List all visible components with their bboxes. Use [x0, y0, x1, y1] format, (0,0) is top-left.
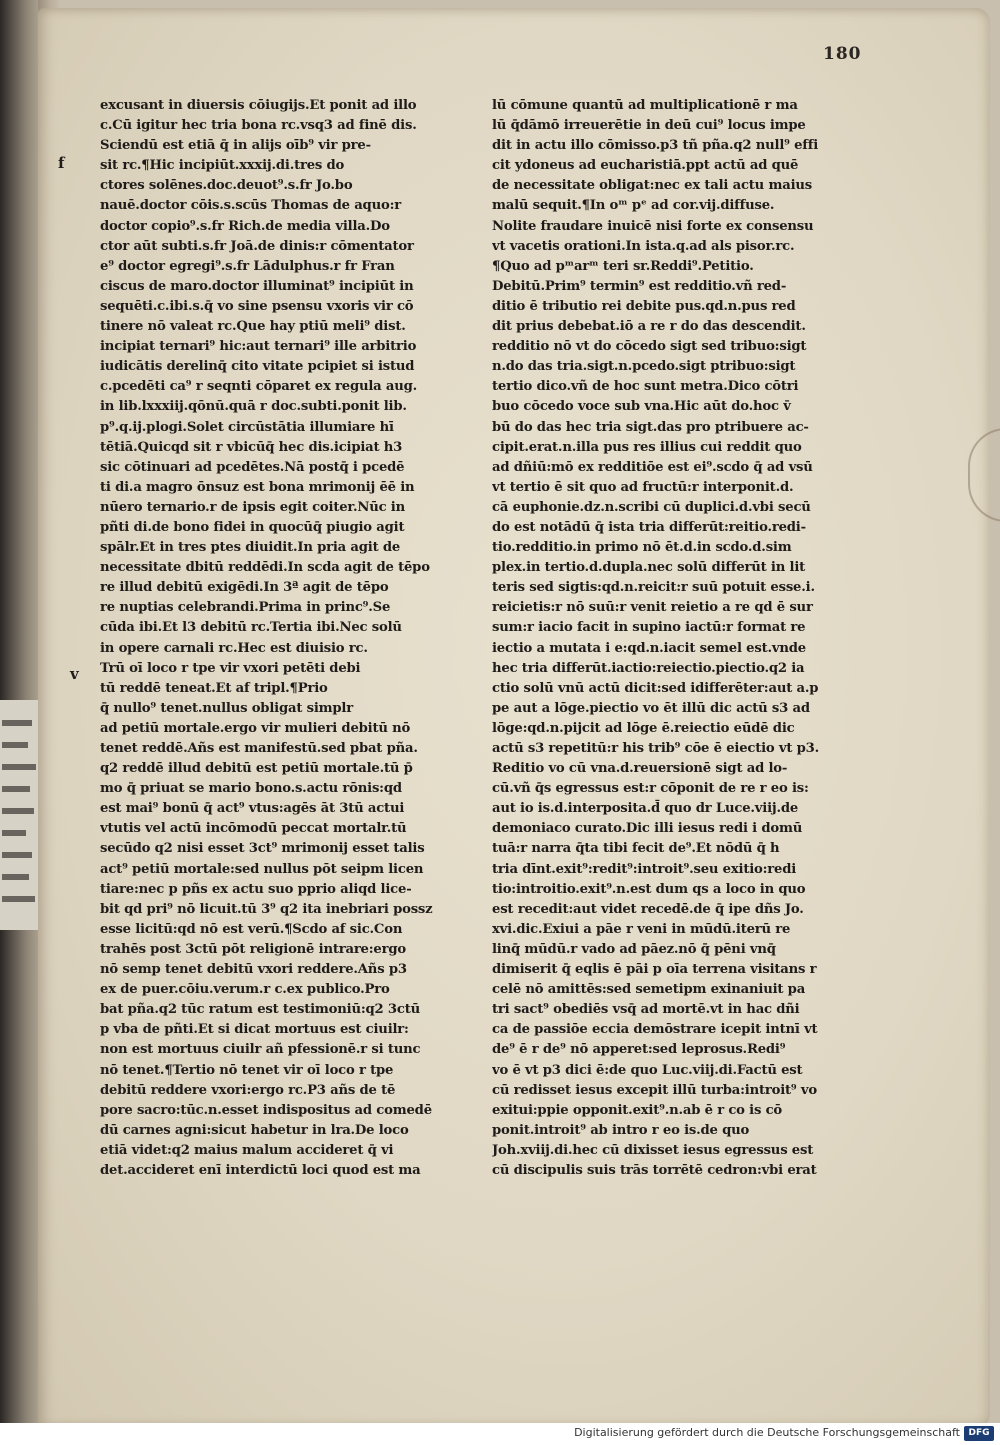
text-line: bit qd pri⁹ nō licuit.tū 3⁹ q2 ita inebriari possz [100, 901, 433, 917]
text-line: ex de puer.cōiu.verum.r c.ex publico.Pro [100, 982, 390, 998]
text-line: nauē.doctor cōis.s.scūs Thomas de aquo:r [100, 198, 401, 214]
text-line: ctores solēnes.doc.deuot⁹.s.fr Jo.bo [100, 178, 353, 194]
text-line: Joh.xviij.di.hec cū dixisset iesus egressus est [492, 1142, 814, 1158]
text-line: buo cōcedo voce sub vna.Hic aūt do.hoc v̄ [492, 399, 791, 415]
text-line: in lib.lxxxiij.qōnū.quā r doc.subti.ponit lib. [100, 399, 407, 415]
text-line: vt vacetis orationi.In ista.q.ad als pisor.rc. [492, 238, 795, 254]
text-line: plex.in tertio.d.dupla.nec solū differūt in lit [492, 560, 806, 576]
text-line: tri sact⁹ obediēs vsq̄ ad mortē.vt in hac dñi [492, 1002, 800, 1018]
text-line: secūdo q2 nisi esset 3ct⁹ mrimonij esset talis [100, 841, 425, 857]
text-line: excusant in diuersis cōiugijs.Et ponit ad illo [100, 98, 417, 113]
margin-mark: v [70, 665, 79, 683]
text-line: Sciendū est etiā q̄ in alijs oīb⁹ vir pre- [100, 138, 371, 154]
text-line: tuā:r narra q̄ta tibi fecit de⁹.Et nōdū q̄ h [492, 841, 780, 857]
text-line: dū carnes agni:sicut habetur in lra.De loco [100, 1122, 409, 1138]
text-column-left [100, 96, 480, 1181]
text-line: cā euphonie.dz.n.scribi cū duplici.d.vbi secū [492, 499, 811, 515]
dfg-logo: DFG [964, 1426, 994, 1441]
text-line: spālr.Et in tres ptes diuidit.In pria agit de [100, 540, 401, 556]
text-line: e⁹ doctor egregi⁹.s.fr Lādulphus.r fr Fran [100, 258, 395, 274]
text-line: tiare:nec p pñs ex actu suo pprio aliqd lice- [100, 881, 412, 897]
text-line: exitui:ppie opponit.exit⁹.n.ab ē r co is cō [492, 1102, 783, 1118]
text-line: actū s3 repetitū:r his trib⁹ cōe ē eiectio vt p3. [492, 741, 820, 756]
text-line: doctor copio⁹.s.fr Rich.de media villa.Do [100, 218, 390, 234]
text-line: non est mortuus ciuilr añ pfessionē.r si tunc [100, 1042, 421, 1058]
text-line: aut io is.d.interposita.d̄ quo dr Luce.viij.de [492, 801, 799, 817]
text-line: bat pña.q2 tūc ratum est testimoniū:q2 3ctū [100, 1002, 420, 1018]
text-line: necessitate dbitū reddēdi.In scda agit de tēpo [100, 560, 430, 576]
text-line: ponit.introit⁹ ab intro r eo is.de quo [492, 1122, 750, 1138]
text-line: ti di.a magro ōnsuz est bona mrimonij ēē in [100, 479, 415, 495]
text-column-right [492, 96, 884, 1181]
text-line: cit ydoneus ad eucharistiā.ppt actū ad quē [492, 158, 799, 174]
text-line: nūero ternario.r de ipsis egit coiter.Nūc in [100, 499, 406, 515]
book-page [38, 8, 990, 1428]
text-line: ciscus de maro.doctor illuminat⁹ incipiūt in [100, 278, 414, 294]
text-line: in opere carnali rc.Hec est diuisio rc. [100, 640, 368, 656]
text-line: n.do das tria.sigt.n.pcedo.sigt ptribuo:sigt [492, 359, 796, 375]
text-line: cipit.erat.n.illa pus res illius cui reddit quo [492, 439, 802, 455]
text-line: tū reddē teneat.Et af tripl.¶Prio [100, 680, 328, 696]
text-line: bū do das hec tria sigt.das pro ptribuere ac- [492, 419, 809, 435]
text-line: ctio solū vnū actū dicit:sed idifferēter:aut a.p [492, 680, 819, 696]
text-line: esse licitū:qd nō est verū.¶Scdo af sic.Con [100, 921, 403, 937]
text-line: lōge:qd.n.pijcit ad lōge ē.reiectio eūdē dic [492, 720, 795, 736]
text-line: det.accideret enī interdictū loci quod est ma [100, 1162, 421, 1178]
text-line: incipiat ternari⁹ hic:aut ternari⁹ ille arbitrio [100, 339, 417, 355]
text-line: vtutis vel actū incōmodū peccat mortalr.tū [100, 821, 407, 837]
text-line: redditio nō vt do cōcedo sigt sed tribuo:sigt [492, 339, 807, 355]
text-line: sic cōtinuari ad pcedētes.Nā postq̄ i pcedē [100, 459, 405, 475]
text-line: do est notādū q̄ ista tria differūt:reitio.redi- [492, 519, 806, 535]
text-line: ditio ē tributio rei debite pus.qd.n.pus red [492, 298, 796, 314]
text-line: ad dñiū:mō ex redditiōe est ei⁹.scdo q̄ ad vsū [492, 459, 813, 475]
text-line: celē nō amittēs:sed semetipm exinaniuit pa [492, 982, 806, 998]
text-line: est mai⁹ bonū q̄ act⁹ vtus:agēs āt 3tū actui [100, 801, 405, 817]
text-line: debitū reddere vxori:ergo rc.P3 añs de tē [100, 1082, 396, 1098]
text-line: tio:introitio.exit⁹.n.est dum qs a loco in quo [492, 881, 806, 897]
text-line: de⁹ ē r de⁹ nō apperet:sed leprosus.Redi⁹ [492, 1042, 786, 1058]
text-line: est recedit:aut videt recedē.de q̄ ipe dñs Jo. [492, 901, 804, 917]
text-line: nō tenet.¶Tertio nō tenet vir oī loco r tpe [100, 1062, 394, 1078]
text-line: malū sequit.¶In oᵐ pᵉ ad cor.vij.diffuse. [492, 198, 775, 214]
text-line: dimiserit q̄ eqlis ē pāi p oīa terrena visitans r [492, 962, 817, 978]
funding-credit: Digitalisierung gefördert durch die Deutsche Forschungsgemeinschaft [574, 1426, 960, 1439]
text-line: Debitū.Prim⁹ termin⁹ est redditio.vñ red- [492, 278, 787, 294]
text-line: q̄ nullo⁹ tenet.nullus obligat simplr [100, 700, 353, 716]
text-line: Reditio vo cū vna.d.reuersionē sigt ad lo- [492, 761, 788, 777]
text-line: ad petiū mortale.ergo vir mulieri debitū nō [100, 720, 411, 736]
text-line: tinere nō valeat rc.Que hay ptiū meli⁹ dist. [100, 319, 406, 335]
text-line: tertio dico.vñ de hoc sunt metra.Dico cōtri [492, 379, 799, 395]
text-line: tenet reddē.Añs est manifestū.sed pbat pña. [100, 741, 418, 756]
page-number: 180 [823, 44, 862, 64]
text-line: nō semp tenet debitū vxori reddere.Añs p3 [100, 962, 407, 978]
text-line: tria dīnt.exit⁹:redit⁹:introit⁹.seu exitio:redi [492, 861, 797, 877]
text-line: pñti di.de bono fidei in quocūq̄ piugio agit [100, 519, 405, 535]
text-line: linq̄ mūdū.r vado ad pāez.nō q̄ pēni vnq̄ [492, 941, 776, 957]
text-line: sum:r iacio facit in supino iactū:r format re [492, 620, 806, 636]
text-line: Nolite fraudare inuicē nisi forte ex consensu [492, 218, 814, 234]
text-line: sit rc.¶Hic incipiūt.xxxij.di.tres do [100, 158, 345, 174]
text-line: cū redisset iesus excepit illū turba:introit⁹ vo [492, 1082, 817, 1098]
text-line: Trū oī loco r tpe vir vxori petēti debi [100, 660, 361, 676]
text-line: demoniaco curato.Dic illi iesus redi i domū [492, 821, 803, 837]
text-line: mo q̄ priuat se mario bono.s.actu rōnis:qd [100, 781, 402, 797]
text-line: iudicātis derelinq̄ cito vitate pcipiet si istud [100, 359, 415, 375]
text-line: pore sacro:tūc.n.esset indispositus ad comedē [100, 1102, 432, 1118]
text-line: q2 reddē illud debitū est petiū mortale.tū p̄ [100, 761, 413, 777]
text-line: ctor aūt subti.s.fr Joā.de dinis:r cōmentator [100, 238, 414, 254]
book-clasp-mark [968, 428, 1000, 522]
text-line: cūda ibi.Et l3 debitū rc.Tertia ibi.Nec solū [100, 620, 402, 636]
text-line: re nuptias celebrandi.Prima in princ⁹.Se [100, 600, 391, 616]
text-line: cū discipulis suis trās torrētē cedron:vbi erat [492, 1162, 817, 1178]
text-line: de necessitate obligat:nec ex tali actu maius [492, 178, 812, 194]
text-line: lū cōmune quantū ad multiplicationē r ma [492, 98, 798, 113]
text-line: iectio a mutata i e:qd.n.iacit semel est.vnde [492, 640, 806, 656]
text-line: p⁹.q.ij.plogi.Solet circūstātia illumiare hī [100, 419, 394, 435]
text-line: pe aut a lōge.piectio vo ēt illū dic actū s3 ad [492, 700, 810, 716]
text-line: dit prius debebat.iō a re r do das descendit. [492, 319, 806, 335]
text-line: dit in actu illo cōmisso.p3 tñ pña.q2 null⁹ effi [492, 138, 819, 154]
text-line: sequēti.c.ibi.s.q̄ vo sine psensu vxoris vir cō [100, 298, 414, 314]
text-line: lū q̄dāmō irreuerētie in deū cui⁹ locus impe [492, 118, 806, 134]
text-line: act⁹ petiū mortale:sed nullus pōt seipm licen [100, 861, 424, 877]
text-line: c.pcedēti ca⁹ r seqnti cōparet ex regula aug. [100, 379, 418, 395]
footer-bar [0, 1423, 1000, 1445]
text-line: tio.redditio.in primo nō ēt.d.in scdo.d.sim [492, 540, 792, 556]
text-line: trahēs post 3ctū pōt religionē intrare:ergo [100, 941, 406, 957]
text-line: hec tria differūt.iactio:reiectio.piectio.q2 ia [492, 660, 805, 676]
text-line: cū.vñ q̄s egressus est:r cōponit de re r eo is: [492, 781, 809, 797]
text-line: p vba de pñti.Et si dicat mortuus est ciuilr: [100, 1022, 409, 1038]
text-line: ca de passiōe eccia demōstrare icepit intnī vt [492, 1022, 818, 1038]
text-line: teris sed sigtis:qd.n.reicit:r suū potuit esse.i. [492, 580, 815, 596]
margin-mark: f [58, 154, 65, 172]
text-line: c.Cū igitur hec tria bona rc.vsq3 ad finē dis. [100, 118, 417, 134]
text-line: vo ē vt p3 dici ē:de quo Luc.viij.di.Factū est [492, 1062, 803, 1078]
text-line: tētiā.Quicqd sit r vbicūq̄ hec dis.icipiat h3 [100, 439, 403, 455]
text-line: vt tertio ē sit quo ad fructū:r interponit.d. [492, 479, 794, 495]
text-line: etiā videt:q2 maius malum accideret q̄ vi [100, 1142, 394, 1158]
text-line: xvi.dic.Exiui a pāe r veni in mūdū.iterū re [492, 921, 791, 937]
text-line: re illud debitū exigēdi.In 3ª agit de tēpo [100, 580, 389, 596]
text-line: ¶Quo ad pᵐarᵐ teri sr.Reddi⁹.Petitio. [492, 258, 754, 274]
text-line: reicietis:r nō suū:r venit reietio a re qd ē sur [492, 600, 813, 616]
